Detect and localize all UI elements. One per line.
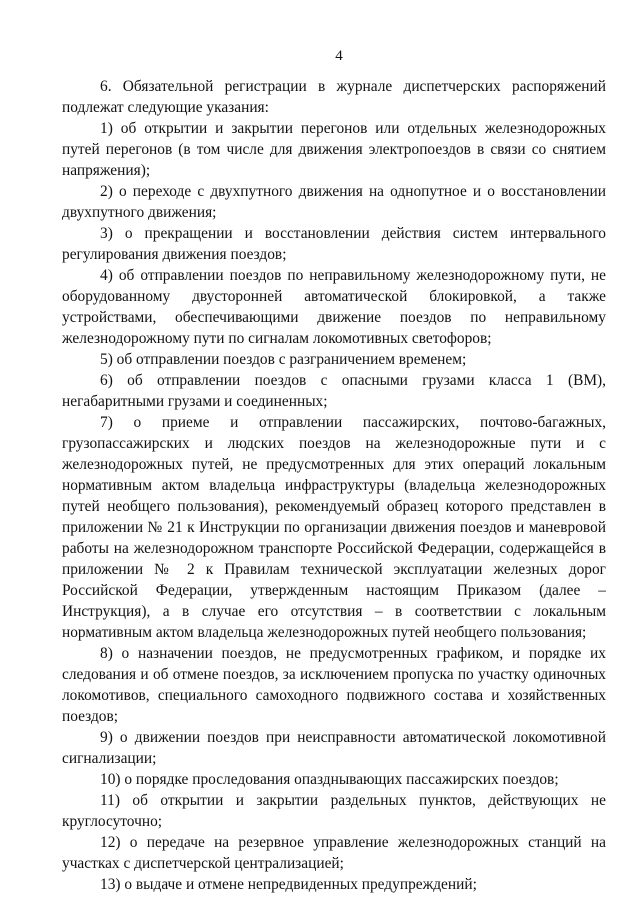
page-number: 4 — [335, 48, 343, 64]
paragraph-item-4: 4) об отправлении поездов по неправильному железнодорожному пути, не оборудованному двусторонней автоматической блокировкой, а также устройствами, обеспечивающими движение поездов по неправильному железнодорожному пути по сигналам локомотивных светофоров; — [62, 267, 606, 347]
paragraph-item-10: 10) о порядке проследования опазднывающих пассажирских поездов; — [100, 771, 559, 788]
paragraph-item-9: 9) о движении поездов при неисправности автоматической локомотивной сигнализации; — [62, 729, 606, 767]
paragraph-item-7: 7) о приеме и отправлении пассажирских, почтово-багажных, грузопассажирских и людских поездов на железнодорожные пути и с железнодорожных путей, не предусмотренных для этих операций локальным нормативным актом владельца инфраструктуры (владельца железнодорожных путей необщего пользования), рекомендуемый образец которого представлен в приложении № 21 к Инструкции по организации движения поездов и маневровой работы на железнодорожном транспорте Российской Федерации, содержащейся в приложении № 2 к Правилам технической эксплуатации железных дорог Российской Федерации, утвержденным настоящим Приказом (далее – Инструкция), а в случае его отсутствия – в соответствии с локальным нормативным актом владельца железнодорожных путей необщего пользования; — [62, 414, 606, 641]
paragraph-item-6: 6) об отправлении поездов с опасными грузами класса 1 (ВМ), негабаритными грузами и соединенных; — [62, 372, 606, 410]
document-page — [62, 46, 606, 895]
paragraph-intro: 6. Обязательной регистрации в журнале диспетчерских распоряжений подлежат следующие указания: — [62, 78, 606, 116]
paragraph-item-2: 2) о переходе с двухпутного движения на однопутное и о восстановлении двухпутного движения; — [62, 183, 606, 221]
paragraph-item-1: 1) об открытии и закрытии перегонов или отдельных железнодорожных путей перегонов (в том числе для движения электропоездов в связи со снятием напряжения); — [62, 120, 606, 179]
paragraph-item-5: 5) об отправлении поездов с разграничением временем; — [100, 351, 467, 368]
paragraph-item-8: 8) о назначении поездов, не предусмотренных графиком, и порядке их следования и об отмене поездов, за исключением пропуска по участку одиночных локомотивов, специального самоходного подвижного состава и хозяйственных поездов; — [62, 645, 606, 725]
paragraph-item-12: 12) о передаче на резервное управление железнодорожных станций на участках с диспетчерской централизацией; — [62, 834, 606, 872]
paragraph-item-11: 11) об открытии и закрытии раздельных пунктов, действующих не круглосуточно; — [62, 792, 606, 830]
paragraph-item-13: 13) о выдаче и отмене непредвиденных предупреждений; — [100, 876, 477, 893]
paragraph-item-3: 3) о прекращении и восстановлении действия систем интервального регулирования движения поездов; — [62, 225, 606, 263]
